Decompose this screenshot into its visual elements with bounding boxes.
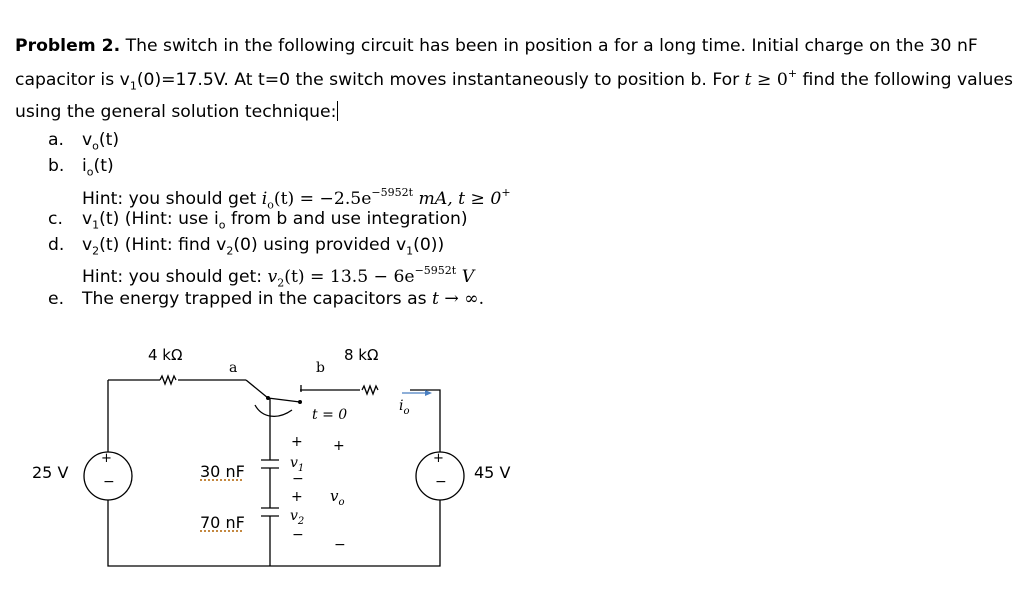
problem-ge: ≥ 0 (751, 70, 788, 90)
label-v2: $v_2$ (290, 508, 305, 527)
switch-contact-a (246, 380, 268, 398)
item-d: d. $v_2(t)$ (Hint: find $v_2(0)$ using provided $v_1(0)$) (48, 235, 445, 258)
item-c: c. $v_1(t)$ (Hint: use $i_o$ from b and use integration) (48, 209, 468, 232)
plus-v1: + (291, 434, 303, 450)
item-a: a. $v_o(t)$ (48, 130, 120, 153)
cap-70nf-plates (261, 508, 279, 516)
label-v1: $v_1$ (290, 455, 305, 474)
item-b: b. $i_o(t)$ (48, 156, 114, 179)
label-c1: 30 nF (200, 462, 245, 481)
wire-loop (108, 380, 440, 566)
problem-sub-1: 1 (129, 79, 137, 93)
label-io: $i_o$ (399, 398, 410, 417)
problem-text-3: find the following values using the general solution technique: (15, 70, 1013, 123)
minus-v1: − (292, 471, 304, 487)
plus-left-source: + (101, 451, 112, 466)
label-pos-a: a (229, 360, 238, 376)
problem-plus: + (787, 67, 798, 80)
cap-30nf-plates (261, 460, 279, 468)
plus-vo: + (333, 438, 345, 454)
resistor-8k (362, 386, 378, 394)
switch-blade (268, 398, 300, 402)
label-vo: $v_o$ (330, 487, 345, 508)
minus-v2: − (292, 527, 304, 543)
problem-heading: Problem 2. (15, 36, 121, 56)
minus-left-source: − (103, 474, 115, 490)
resistor-4k (160, 376, 176, 384)
problem-text-1: The switch in the following circuit has been in position a for a long time. Initial charge on the 30 nF capacitor is v (15, 36, 978, 90)
switch-arc (255, 405, 292, 416)
label-t0: t = 0 (312, 407, 348, 423)
minus-right-source: − (435, 474, 447, 490)
label-source-right: 45 V (474, 463, 511, 482)
problem-text-2: (0)=17.5V. At t=0 the switch moves instantaneously to position b. For (136, 70, 745, 90)
minus-vo: − (334, 537, 346, 553)
label-r2: 8 kΩ (344, 346, 379, 364)
hint-io: Hint: you should get $i_o(t) = -2.5e^{-5952t}$ mA, t ≥ 0+ (82, 186, 511, 212)
plus-v2: + (291, 489, 303, 505)
plus-right-source: + (433, 451, 444, 466)
item-e: e. The energy trapped in the capacitors as t → ∞. (48, 289, 485, 309)
label-source-left: 25 V (32, 463, 69, 482)
label-c2: 70 nF (200, 513, 245, 532)
problem-t-symbol: t (744, 70, 752, 90)
hint-v2: Hint: you should get: $v_2(t) = 13.5 - 6e^{-5952t}$ V (82, 264, 475, 290)
label-r1: 4 kΩ (148, 346, 183, 364)
label-pos-b: b (316, 360, 325, 376)
